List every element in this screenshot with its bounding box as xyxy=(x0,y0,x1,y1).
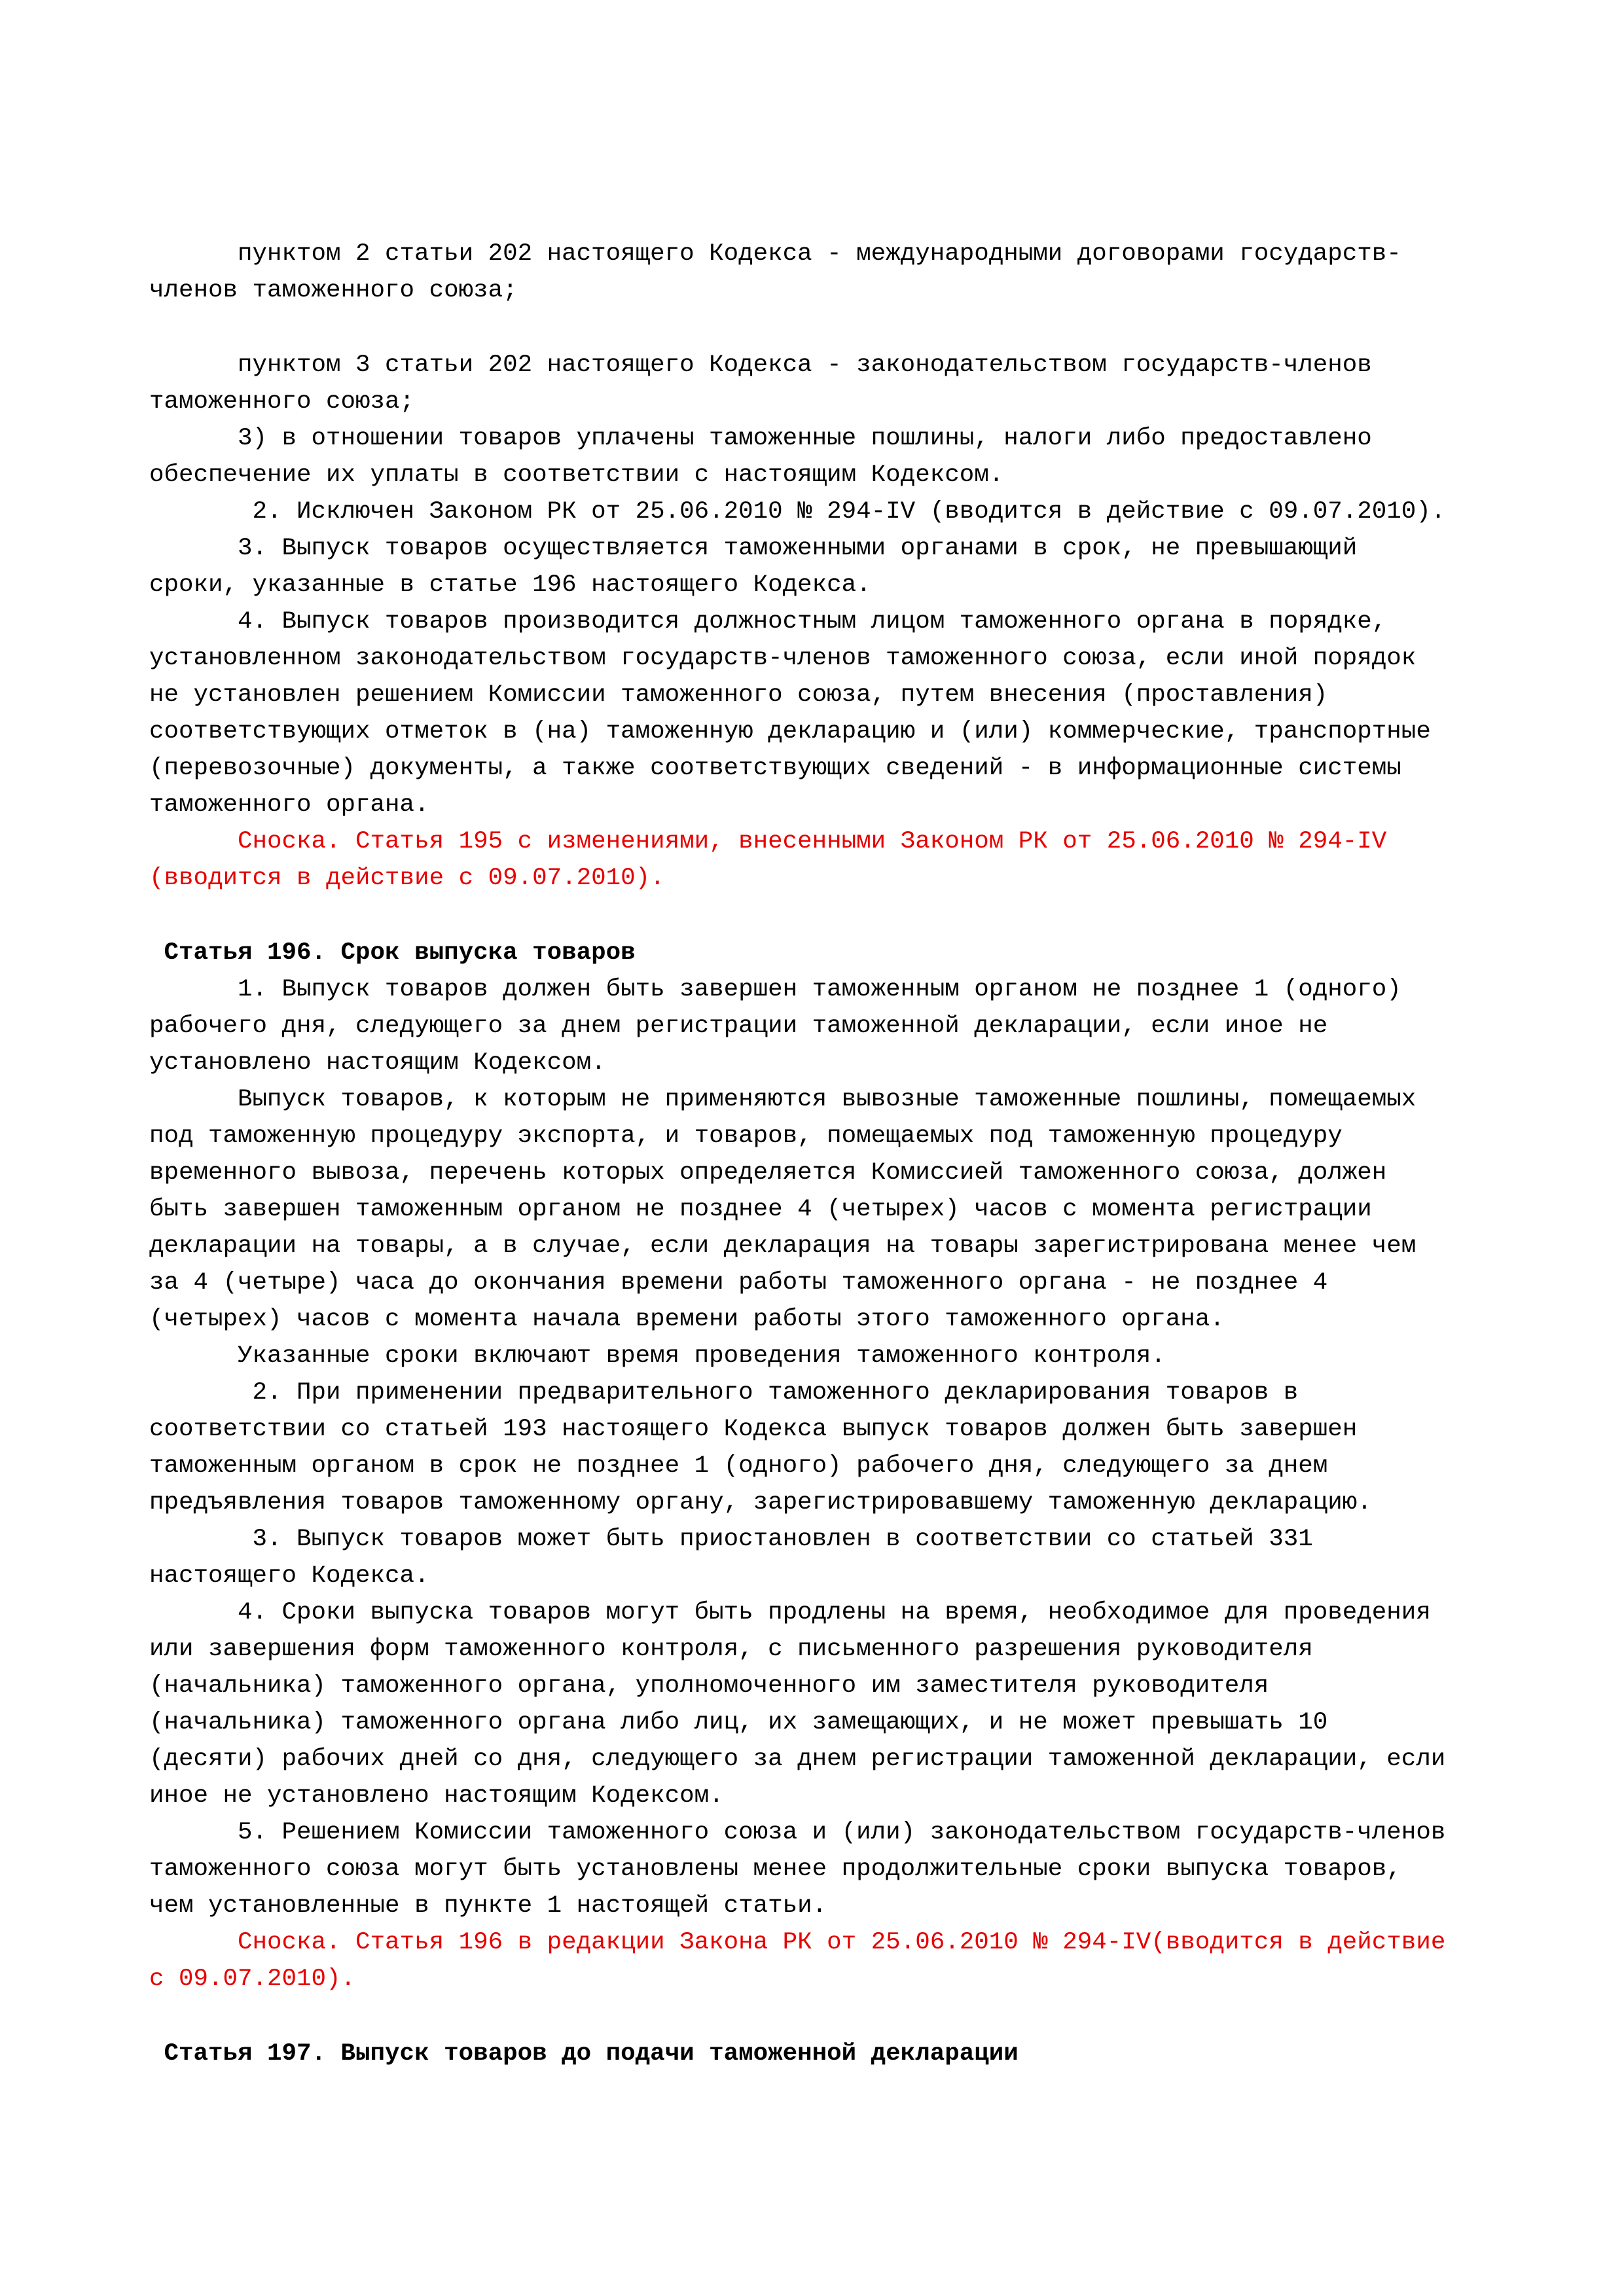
paragraph-line: 2. Исключен Законом РК от 25.06.2010 № 294-IV (вводится в действие с 09.07.2010). xyxy=(149,498,1446,526)
paragraph-line: 5. Решением Комиссии таможенного союза и (или) законодательством государств-членов xyxy=(149,1819,1446,1846)
footnote-line: Сноска. Статья 196 в редакции Закона РК от 25.06.2010 № 294-IV(вводится в действие xyxy=(149,1929,1446,1956)
paragraph-line: 4. Выпуск товаров производится должностным лицом таможенного органа в порядке, xyxy=(149,608,1387,636)
paragraph-line: обеспечение их уплаты в соответствии с настоящим Кодексом. xyxy=(149,461,1004,489)
paragraph xyxy=(149,603,1485,823)
paragraph-line: не установлен решением Комиссии таможенного союза, путем внесения (проставления) xyxy=(149,681,1328,709)
paragraph xyxy=(149,493,1485,530)
paragraph-line: пунктом 3 статьи 202 настоящего Кодекса - законодательством государств-членов xyxy=(149,351,1372,379)
footnote-line: с 09.07.2010). xyxy=(149,1965,356,1993)
paragraph-line: установлено настоящим Кодексом. xyxy=(149,1049,606,1077)
paragraph-line: декларации на товары, а в случае, если декларация на товары зарегистрирована менее чем xyxy=(149,1232,1416,1260)
paragraph-line: членов таможенного союза; xyxy=(149,277,518,304)
paragraph-line: (начальника) таможенного органа, уполномоченного им заместителя руководителя xyxy=(149,1672,1269,1700)
footnote xyxy=(149,1924,1485,1998)
paragraph xyxy=(149,530,1485,603)
paragraph-line: 2. При применении предварительного таможенного декларирования товаров в xyxy=(149,1379,1299,1407)
paragraph-line: предъявления товаров таможенному органу, зарегистрировавшему таможенную декларацию. xyxy=(149,1489,1372,1516)
paragraph-line: 3) в отношении товаров уплачены таможенные пошлины, налоги либо предоставлено xyxy=(149,425,1372,452)
paragraph-line: 4. Сроки выпуска товаров могут быть продлены на время, необходимое для проведения xyxy=(149,1599,1431,1626)
paragraph-line: под таможенную процедуру экспорта, и товаров, помещаемых под таможенную процедуру xyxy=(149,1122,1343,1150)
paragraph-line: таможенного союза могут быть установлены менее продолжительные сроки выпуска товаров, xyxy=(149,1856,1401,1883)
paragraph-line: 3. Выпуск товаров осуществляется таможенными органами в срок, не превышающий xyxy=(149,535,1358,562)
document-page xyxy=(149,236,1485,2072)
article-heading-line: Статья 197. Выпуск товаров до подачи таможенной декларации xyxy=(149,2040,1019,2068)
paragraph-line: таможенного союза; xyxy=(149,388,415,416)
paragraph xyxy=(149,1374,1485,1521)
paragraph xyxy=(149,1521,1485,1594)
paragraph-line: (начальника) таможенного органа либо лиц, их замещающих, и не может превышать 10 xyxy=(149,1709,1328,1736)
paragraph-line: таможенного органа. xyxy=(149,791,429,819)
paragraph-line: таможенным органом в срок не позднее 1 (одного) рабочего дня, следующего за днем xyxy=(149,1452,1328,1480)
paragraph xyxy=(149,971,1485,1081)
paragraph-line: (четырех) часов с момента начала времени работы этого таможенного органа. xyxy=(149,1306,1225,1333)
footnote xyxy=(149,823,1485,897)
paragraph-line: (десяти) рабочих дней со дня, следующего за днем регистрации таможенной декларации, если xyxy=(149,1746,1446,1773)
paragraph-line: соответствующих отметок в (на) таможенную декларацию и (или) коммерческие, транспортные xyxy=(149,718,1431,745)
paragraph xyxy=(149,1081,1485,1338)
paragraph-line: соответствии со статьей 193 настоящего Кодекса выпуск товаров должен быть завершен xyxy=(149,1416,1358,1443)
paragraph-line: Выпуск товаров, к которым не применяются вывозные таможенные пошлины, помещаемых xyxy=(149,1086,1416,1113)
spacer xyxy=(149,309,1485,347)
paragraph-line: 3. Выпуск товаров может быть приостановлен в соответствии со статьей 331 xyxy=(149,1526,1313,1553)
paragraph xyxy=(149,1814,1485,1924)
article-heading xyxy=(149,2036,1485,2072)
paragraph xyxy=(149,1338,1485,1374)
paragraph-line: сроки, указанные в статье 196 настоящего Кодекса. xyxy=(149,571,871,599)
footnote-line: Сноска. Статья 195 с изменениями, внесенными Законом РК от 25.06.2010 № 294-IV xyxy=(149,828,1387,855)
paragraph-line: временного вывоза, перечень которых определяется Комиссией таможенного союза, должен xyxy=(149,1159,1387,1187)
paragraph-line: настоящего Кодекса. xyxy=(149,1562,429,1590)
paragraph-line: за 4 (четыре) часа до окончания времени работы таможенного органа - не позднее 4 xyxy=(149,1269,1328,1297)
paragraph-line: быть завершен таможенным органом не позднее 4 (четырех) часов с момента регистрации xyxy=(149,1196,1372,1223)
paragraph-line: иное не установлено настоящим Кодексом. xyxy=(149,1782,724,1810)
paragraph-line: чем установленные в пункте 1 настоящей статьи. xyxy=(149,1892,827,1920)
article-heading-line: Статья 196. Срок выпуска товаров xyxy=(149,939,636,967)
footnote-line: (вводится в действие с 09.07.2010). xyxy=(149,865,665,892)
article-heading xyxy=(149,935,1485,971)
paragraph xyxy=(149,347,1485,420)
paragraph xyxy=(149,1594,1485,1814)
paragraph-line: 1. Выпуск товаров должен быть завершен таможенным органом не позднее 1 (одного) xyxy=(149,976,1401,1003)
paragraph-line: или завершения форм таможенного контроля, с письменного разрешения руководителя xyxy=(149,1636,1313,1663)
spacer xyxy=(149,897,1485,935)
paragraph-line: Указанные сроки включают время проведения таможенного контроля. xyxy=(149,1342,1166,1370)
paragraph-line: (перевозочные) документы, а также соответствующих сведений - в информационные системы xyxy=(149,755,1401,782)
paragraph-line: рабочего дня, следующего за днем регистрации таможенной декларации, если иное не xyxy=(149,1013,1328,1040)
spacer xyxy=(149,1998,1485,2036)
paragraph xyxy=(149,236,1485,309)
paragraph-line: пунктом 2 статьи 202 настоящего Кодекса - международными договорами государств- xyxy=(149,240,1401,268)
paragraph-line: установленном законодательством государств-членов таможенного союза, если иной порядок xyxy=(149,645,1416,672)
paragraph xyxy=(149,420,1485,493)
